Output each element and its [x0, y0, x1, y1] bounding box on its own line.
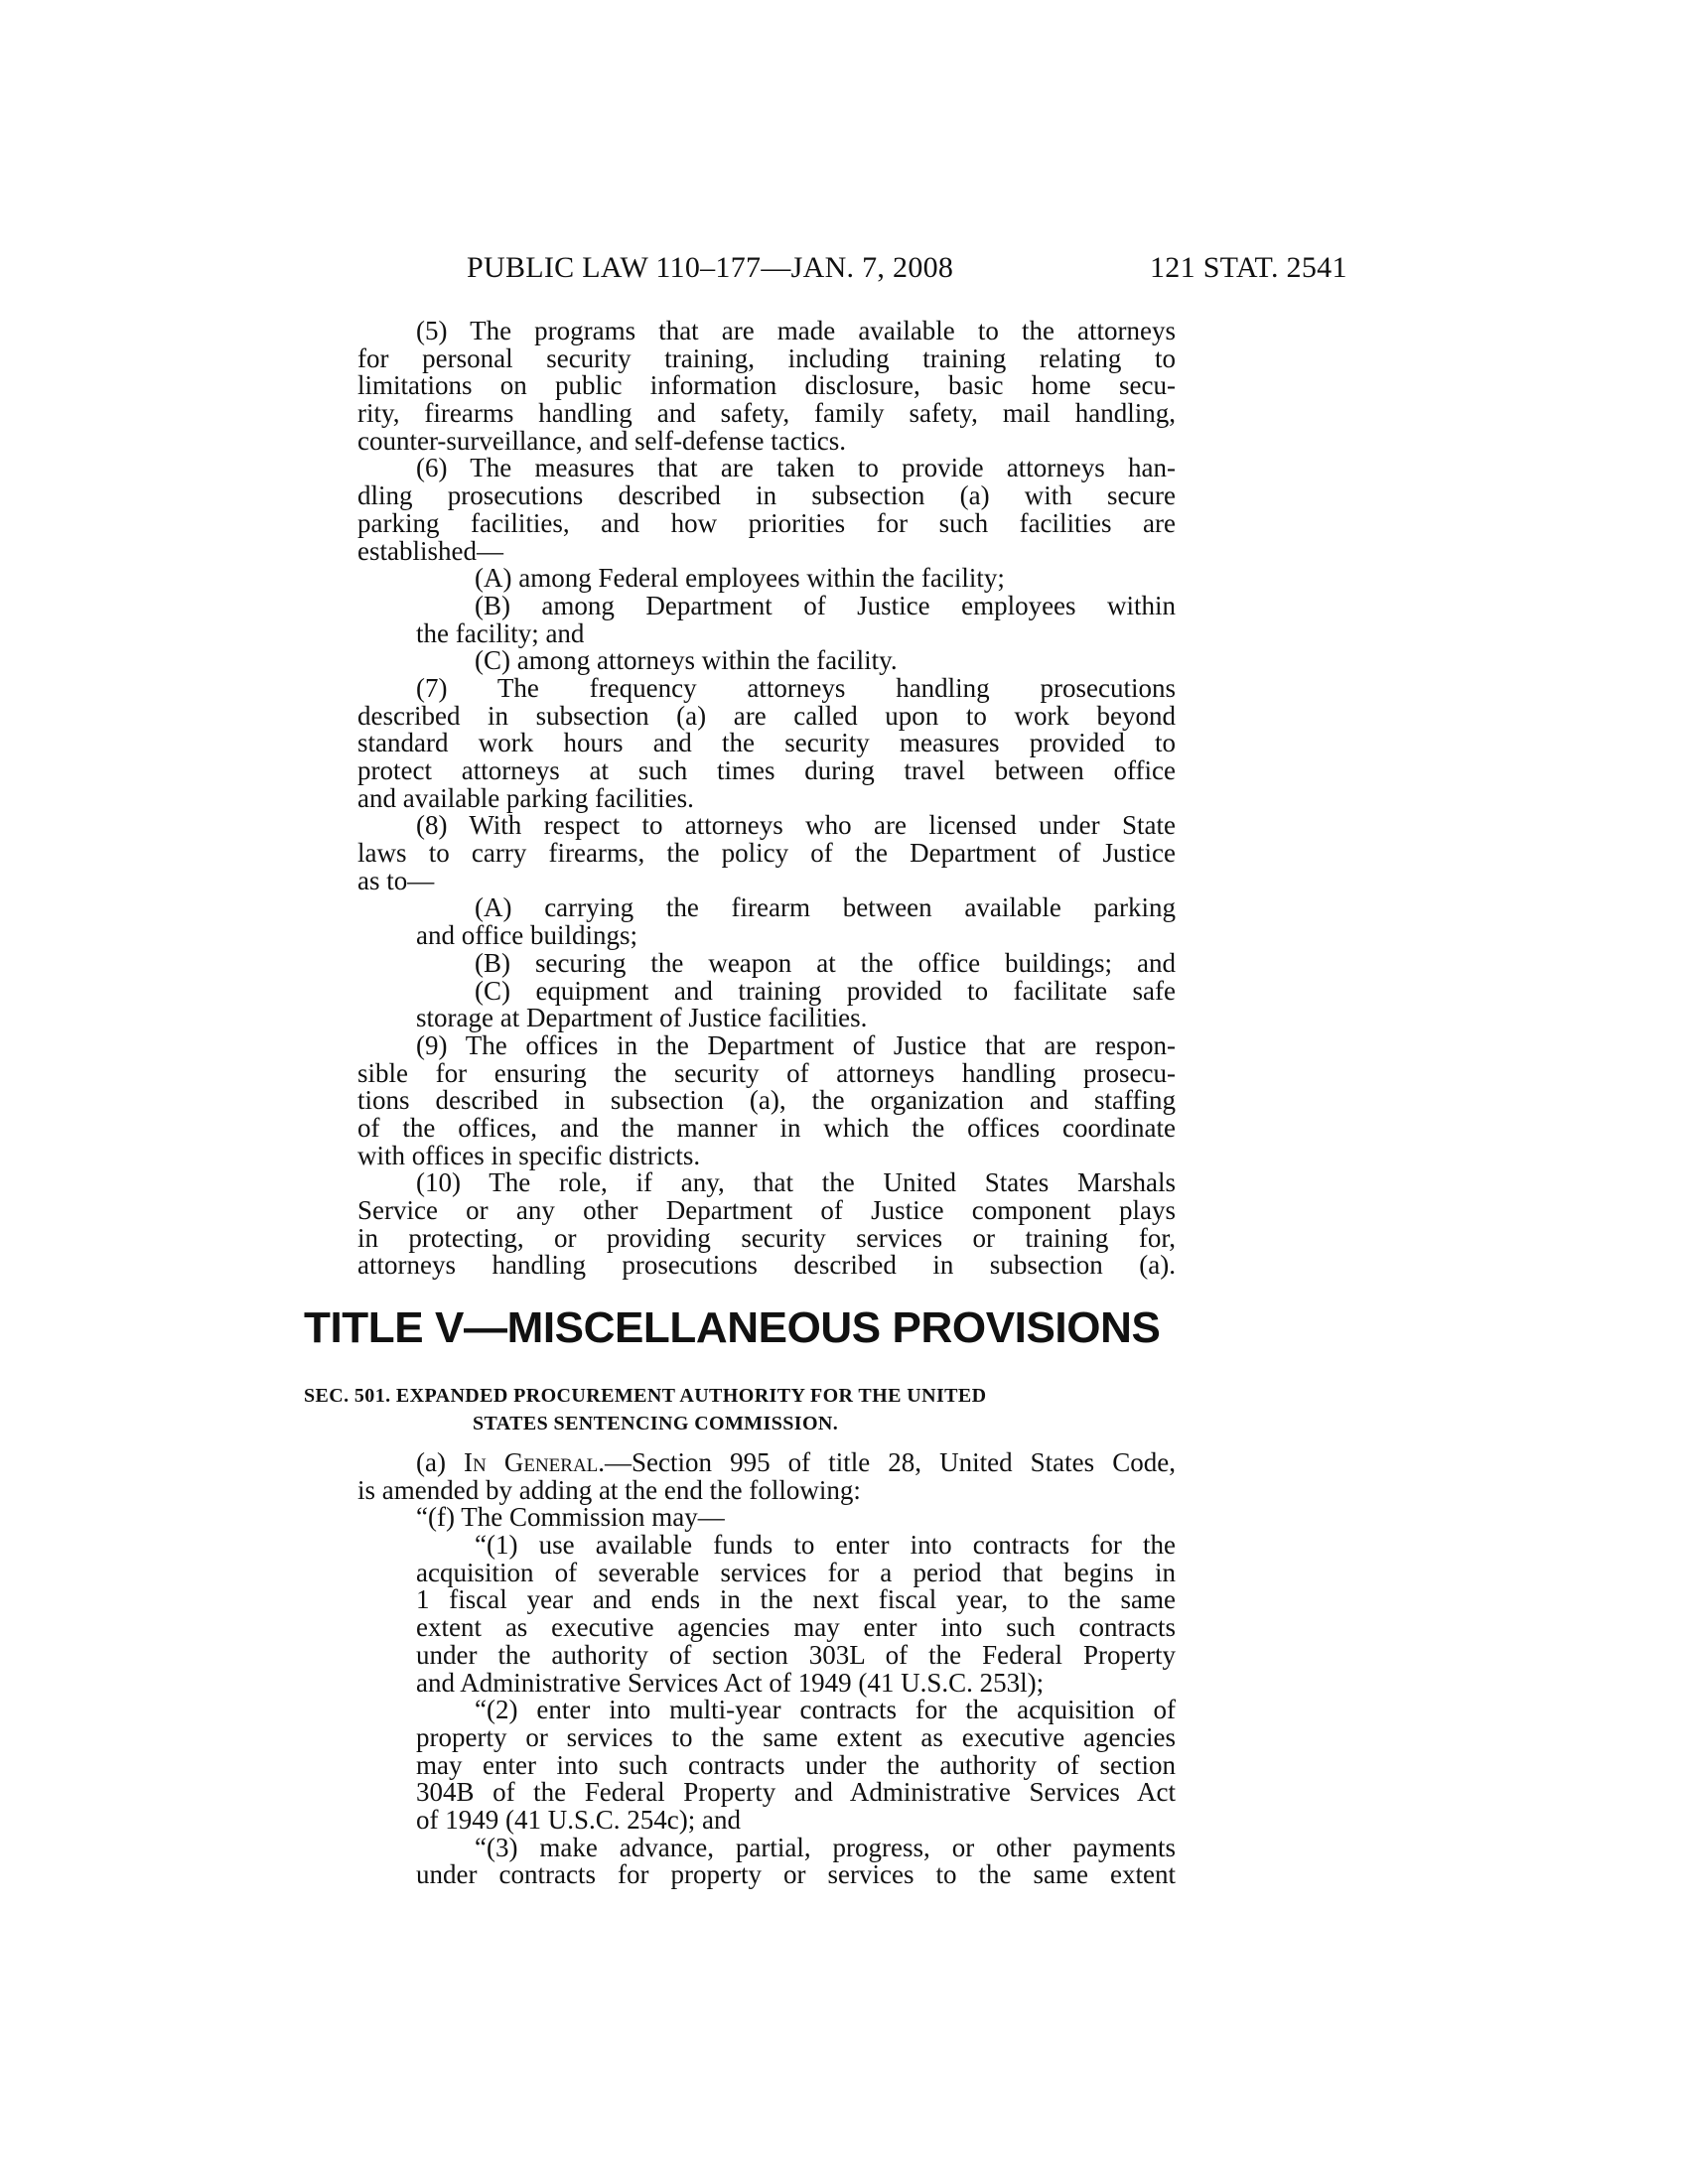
section-heading-line-1: SEC. 501. EXPANDED PROCUREMENT AUTHORITY FOR THE UNITED — [304, 1385, 987, 1407]
running-head-law-citation: PUBLIC LAW 110–177—JAN. 7, 2008 — [467, 251, 954, 284]
text-line: counter-surveillance, and self-defense tactics. — [357, 425, 846, 456]
text-line: the facility; and — [416, 617, 585, 648]
subsection-a-heading: In General — [464, 1447, 599, 1477]
text-line: sible for ensuring the security of attorneys handling prosecu- — [357, 1057, 1176, 1088]
text-line: and Administrative Services Act of 1949 (41 U.S.C. 253l); — [416, 1667, 1045, 1698]
subsection-a-text: .—Section 995 of title 28, United States Code, — [598, 1447, 1176, 1477]
text-line: parking facilities, and how priorities for such facilities are — [357, 507, 1176, 538]
body-text-section-501 — [357, 1449, 1176, 1889]
text-line: attorneys handling prosecutions described in subsection (a). — [357, 1250, 1176, 1281]
text-line: (B) among Department of Justice employees within — [475, 590, 1176, 620]
text-line: with offices in specific districts. — [357, 1140, 701, 1170]
text-line: “(f) The Commission may— — [416, 1502, 725, 1533]
running-head-stat-page: 121 STAT. 2541 — [1150, 251, 1347, 284]
text-line: protect attorneys at such times during travel between office — [357, 755, 1176, 785]
text-line: as to— — [357, 865, 435, 895]
section-heading — [304, 1383, 1178, 1437]
text-line: (C) among attorneys within the facility. — [475, 645, 898, 676]
text-line: is amended by adding at the end the following: — [357, 1474, 861, 1505]
text-line: “(1) use available funds to enter into contracts for the — [475, 1530, 1176, 1561]
text-line: (C) equipment and training provided to facilitate safe — [475, 975, 1176, 1006]
text-line: dling prosecutions described in subsection (a) with secure — [357, 480, 1176, 511]
text-line: (B) securing the weapon at the office buildings; and — [475, 947, 1176, 978]
text-line: (A) carrying the firearm between available parking — [475, 892, 1176, 923]
text-line: described in subsection (a) are called upon to work beyond — [357, 700, 1176, 731]
subsection-a-label: (a) — [416, 1447, 446, 1477]
text-line: standard work hours and the security measures provided to — [357, 728, 1176, 758]
title-heading: TITLE V—MISCELLANEOUS PROVISIONS — [304, 1303, 1161, 1352]
text-line: property or services to the same extent as executive agencies — [416, 1721, 1176, 1752]
subsection-a-first-line — [357, 1449, 1176, 1477]
text-line: for personal security training, including training relating to — [357, 342, 1176, 373]
text-line: 304B of the Federal Property and Administrative Services Act — [416, 1777, 1176, 1808]
text-line: limitations on public information disclosure, basic home secu- — [357, 370, 1176, 401]
text-line: of 1949 (41 U.S.C. 254c); and — [416, 1804, 741, 1835]
text-line: may enter into such contracts under the authority of section — [416, 1749, 1176, 1780]
text-line: (5) The programs that are made available to the attorneys — [416, 316, 1176, 345]
text-line: (8) With respect to attorneys who are licensed under State — [416, 810, 1176, 841]
text-line: of the offices, and the manner in which the offices coordinate — [357, 1112, 1176, 1143]
section-heading-line-2: STATES SENTENCING COMMISSION. — [473, 1412, 839, 1434]
text-line: rity, firearms handling and safety, family safety, mail handling, — [357, 398, 1176, 429]
text-line: and available parking facilities. — [357, 782, 694, 813]
text-line: 1 fiscal year and ends in the next fiscal year, to the same — [416, 1584, 1176, 1615]
text-line: “(3) make advance, partial, progress, or other payments — [475, 1832, 1176, 1862]
text-line: under contracts for property or services to the same extent — [416, 1859, 1176, 1890]
text-line: tions described in subsection (a), the organization and staffing — [357, 1085, 1176, 1116]
text-line: and office buildings; — [416, 920, 637, 951]
text-line: (9) The offices in the Department of Justice that are respon- — [416, 1029, 1176, 1060]
text-line: (10) The role, if any, that the United States Marshals — [416, 1167, 1176, 1198]
text-line: established— — [357, 535, 503, 566]
text-line: (6) The measures that are taken to provide attorneys han- — [416, 453, 1176, 483]
text-line: under the authority of section 303L of the Federal Property — [416, 1639, 1176, 1670]
text-line: extent as executive agencies may enter into such contracts — [416, 1612, 1176, 1643]
text-line: “(2) enter into multi-year contracts for the acquisition of — [475, 1695, 1176, 1725]
text-line: storage at Department of Justice facilities. — [416, 1003, 868, 1033]
text-line: (A) among Federal employees within the facility; — [475, 563, 1005, 594]
body-text-paragraphs-5-to-10 — [357, 318, 1176, 1280]
text-line: laws to carry firearms, the policy of the Department of Justice — [357, 838, 1176, 869]
text-line: in protecting, or providing security services or training for, — [357, 1222, 1176, 1253]
text-line: Service or any other Department of Justice component plays — [357, 1195, 1176, 1225]
text-line: (7) The frequency attorneys handling prosecutions — [416, 672, 1176, 703]
text-line: acquisition of severable services for a period that begins in — [416, 1557, 1176, 1587]
